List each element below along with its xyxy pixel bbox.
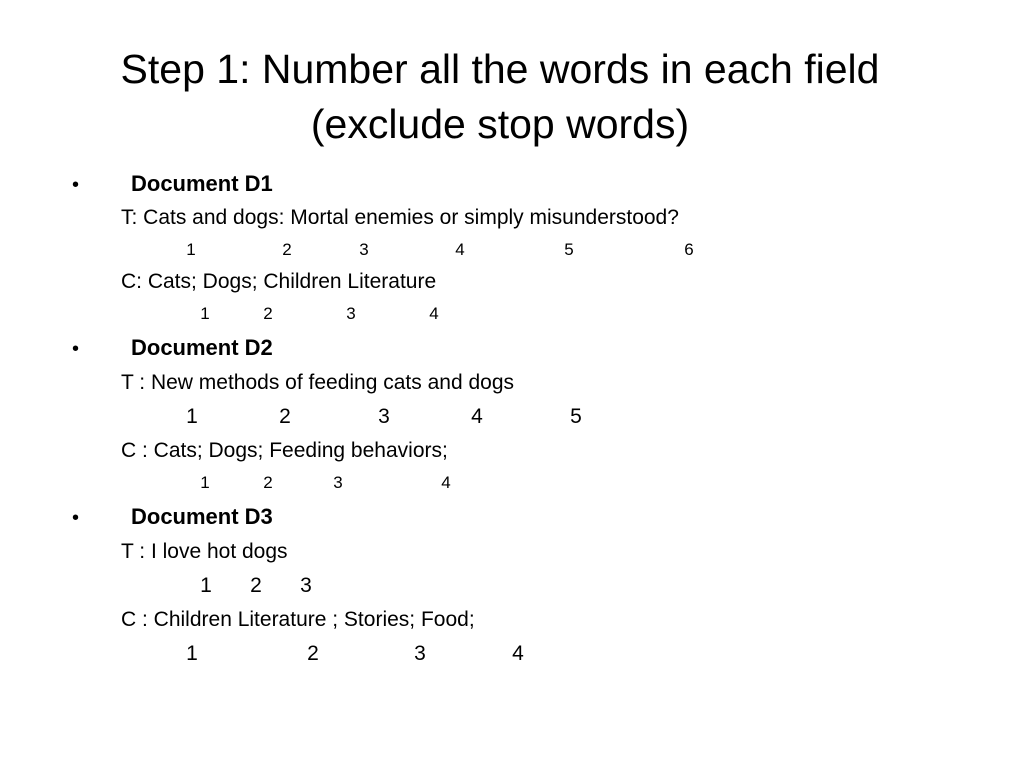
slide-title-line2: (exclude stop words) xyxy=(310,101,690,147)
title-field: T : New methods of feeding cats and dogs xyxy=(121,371,515,394)
word-number: 3 xyxy=(346,304,356,323)
document-heading: Document D3 xyxy=(131,504,273,529)
slide-title xyxy=(0,42,1000,152)
word-number: 4 xyxy=(512,642,524,665)
title-field: T : I love hot dogs xyxy=(121,540,288,563)
slide-title-line1: Step 1: Number all the words in each field xyxy=(120,46,880,92)
bullet-icon: • xyxy=(72,338,80,360)
word-number: 4 xyxy=(441,473,451,492)
category-field: C : Children Literature ; Stories; Food; xyxy=(121,608,475,631)
word-number: 5 xyxy=(564,240,574,259)
word-number: 2 xyxy=(263,304,273,323)
word-number: 4 xyxy=(455,240,465,259)
word-number: 4 xyxy=(471,405,483,428)
word-number: 3 xyxy=(414,642,426,665)
word-number: 5 xyxy=(570,405,582,428)
word-number: 2 xyxy=(282,240,292,259)
word-number: 1 xyxy=(186,405,198,428)
title-field: T: Cats and dogs: Mortal enemies or simply misunderstood? xyxy=(121,206,679,229)
word-number: 2 xyxy=(307,642,319,665)
word-number: 2 xyxy=(263,473,273,492)
bullet-icon: • xyxy=(72,507,80,529)
document-heading: Document D2 xyxy=(131,335,273,360)
document-heading: Document D1 xyxy=(131,171,273,196)
word-number: 1 xyxy=(200,304,210,323)
word-number: 2 xyxy=(250,574,262,597)
category-field: C: Cats; Dogs; Children Literature xyxy=(121,270,437,293)
word-number: 1 xyxy=(200,473,210,492)
bullet-icon: • xyxy=(72,174,80,196)
word-number: 6 xyxy=(684,240,694,259)
word-number: 2 xyxy=(279,405,291,428)
word-number: 3 xyxy=(378,405,390,428)
word-number: 1 xyxy=(200,574,212,597)
word-number: 1 xyxy=(186,240,196,259)
category-field: C : Cats; Dogs; Feeding behaviors; xyxy=(121,439,448,462)
word-number: 4 xyxy=(429,304,439,323)
word-number: 1 xyxy=(186,642,198,665)
word-number: 3 xyxy=(300,574,312,597)
word-number: 3 xyxy=(359,240,369,259)
word-number: 3 xyxy=(333,473,343,492)
